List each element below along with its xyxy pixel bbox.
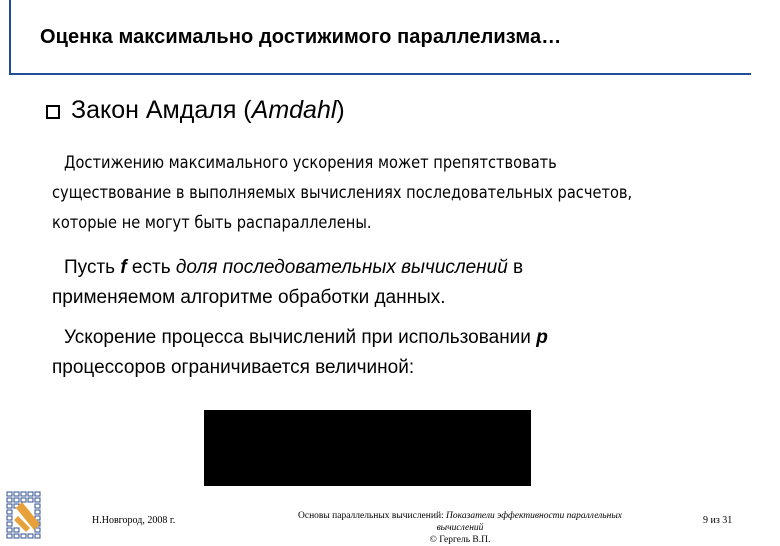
footer-author: © Гергель В.П. — [429, 535, 491, 545]
title-accent-bar-vertical — [9, 0, 11, 75]
paragraph-speedup — [52, 323, 752, 383]
text-span: Ускорение процесса вычислений при использовании — [64, 327, 537, 348]
paragraph-sequential-fraction — [52, 253, 752, 313]
title-accent-bar-horizontal — [9, 73, 751, 75]
footer-page-number: 9 из 31 — [703, 515, 733, 526]
paragraph-line: существование в выполняемых вычислениях последовательных расчетов, — [52, 183, 633, 203]
text-span: Пусть — [64, 257, 121, 278]
footer-course-topic-2: вычислений — [436, 523, 484, 533]
text-span: есть — [126, 257, 176, 278]
square-bullet-icon — [46, 105, 60, 119]
variable-p: p — [536, 327, 548, 348]
paragraph-line: Достижению максимального ускорения может препятствовать — [64, 153, 557, 173]
variable-f: f — [120, 257, 127, 278]
bullet-prefix: Закон Амдаля ( — [71, 96, 252, 124]
paragraph-line — [52, 253, 752, 283]
paragraph-line: применяемом алгоритме обработки данных. — [52, 287, 446, 308]
footer-course-topic-1: Показатели эффективности параллельных — [446, 511, 622, 521]
slide-title: Оценка максимально достижимого параллелизма… — [40, 26, 562, 48]
footer-location-year: Н.Новгород, 2008 г. — [92, 515, 176, 526]
bullet-heading — [46, 96, 345, 125]
university-logo-icon — [4, 490, 54, 540]
paragraph-sequential-limit — [52, 148, 757, 238]
footer-course-prefix: Основы параллельных вычислений: — [298, 511, 447, 521]
text-span: в — [507, 257, 524, 278]
bullet-heading-text — [71, 96, 345, 125]
bullet-italic-name: Amdahl — [251, 96, 337, 124]
italic-term: доля последовательных вычислений — [175, 257, 508, 278]
formula-image — [204, 410, 531, 486]
footer-course-info — [240, 510, 680, 546]
bullet-suffix: ) — [336, 96, 345, 124]
paragraph-line: процессоров ограничивается величиной: — [52, 357, 415, 378]
paragraph-line — [52, 323, 752, 353]
paragraph-line: которые не могут быть распараллелены. — [52, 213, 372, 233]
